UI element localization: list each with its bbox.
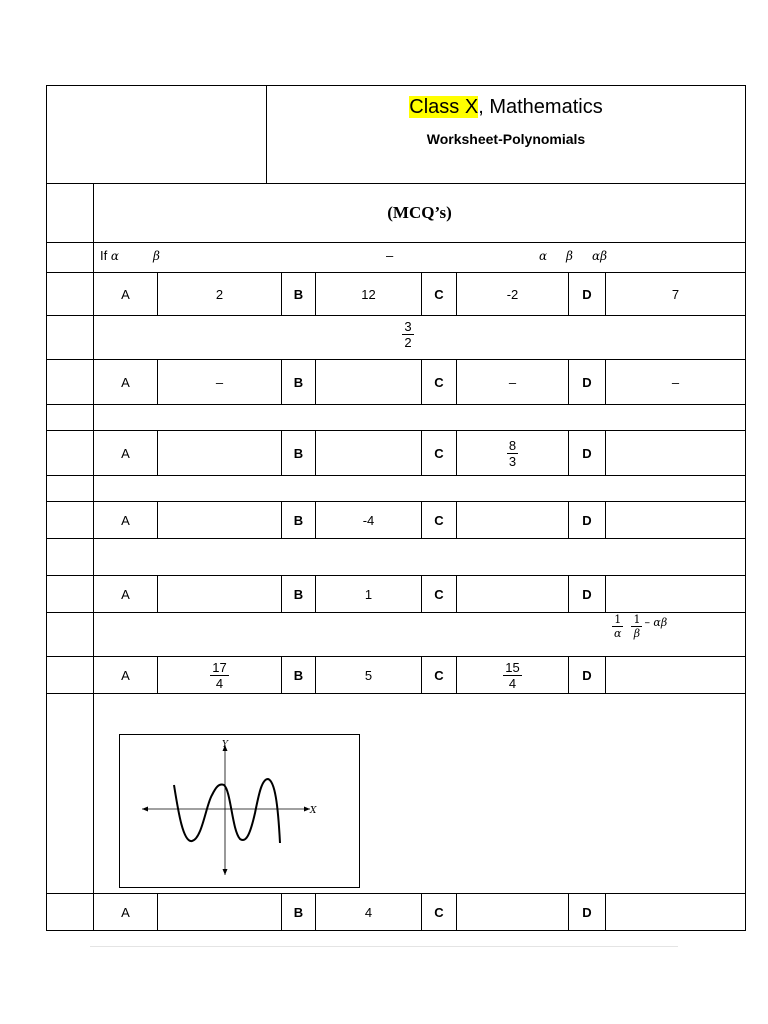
question-1-text <box>100 248 119 263</box>
fraction-denominator: α <box>614 627 622 640</box>
option-b-value[interactable]: 4 <box>364 904 373 920</box>
fraction-numerator: 17 <box>212 659 227 675</box>
option-b-value[interactable] <box>316 431 421 475</box>
option-label-b: B <box>293 286 304 302</box>
option-label-d: D <box>582 374 592 390</box>
q6-tail: – αβ <box>644 616 668 629</box>
q1-dash: – <box>386 248 394 263</box>
fraction-numerator: 15 <box>505 659 520 675</box>
y-axis-label: Y <box>222 740 228 750</box>
fraction-numerator: 8 <box>508 437 517 453</box>
option-a-value[interactable] <box>158 657 281 693</box>
option-c-value[interactable] <box>457 894 568 930</box>
option-label-b: B <box>293 445 304 461</box>
option-c-value[interactable] <box>457 576 568 612</box>
table-border-top <box>46 85 746 86</box>
option-c-value[interactable]: -2 <box>506 286 519 302</box>
fraction-numerator: 3 <box>404 318 412 334</box>
x-axis-label: X <box>310 806 317 816</box>
fraction-numerator: 1 <box>614 613 622 626</box>
x-axis-arrow-left <box>142 807 148 812</box>
page-title <box>267 96 745 119</box>
question-6-expression <box>612 614 667 639</box>
option-label-b: B <box>293 667 304 683</box>
option-a-value[interactable] <box>158 576 281 612</box>
option-label-a: A <box>121 586 130 602</box>
option-a-value[interactable]: 2 <box>215 286 224 302</box>
option-label-b: B <box>293 512 304 528</box>
option-d-value[interactable] <box>606 502 745 538</box>
row-line <box>46 538 746 539</box>
option-c-value[interactable] <box>457 502 568 538</box>
option-label-c: C <box>434 667 444 683</box>
fraction-denominator: 3 <box>508 453 517 469</box>
row-line <box>46 475 746 476</box>
option-label-a: A <box>121 512 130 528</box>
option-label-d: D <box>582 586 592 602</box>
q1-alpha: α <box>110 249 119 263</box>
title-separator: , <box>478 96 490 118</box>
polynomial-graph <box>119 734 360 888</box>
q1-prefix: If <box>100 248 108 263</box>
option-label-c: C <box>434 374 444 390</box>
option-label-b: B <box>293 374 304 390</box>
fraction-denominator: 2 <box>404 334 412 350</box>
option-label-b: B <box>293 904 304 920</box>
option-d-value[interactable] <box>606 576 745 612</box>
option-b-value[interactable]: 1 <box>364 586 373 602</box>
option-label-c: C <box>434 286 444 302</box>
row-line <box>46 612 746 613</box>
option-label-a: A <box>121 904 130 920</box>
row-line <box>46 693 746 694</box>
option-label-c: C <box>434 904 444 920</box>
option-d-value[interactable] <box>606 431 745 475</box>
option-label-c: C <box>434 445 444 461</box>
option-c-value[interactable] <box>457 657 568 693</box>
worksheet-title: Worksheet-Polynomials <box>426 131 586 147</box>
class-label: Class X <box>409 96 479 118</box>
table-border-bottom <box>46 930 746 931</box>
option-a-value[interactable] <box>158 894 281 930</box>
option-label-b: B <box>293 586 304 602</box>
option-b-value[interactable]: -4 <box>362 512 375 528</box>
fraction-denominator: β <box>633 627 641 640</box>
option-label-a: A <box>121 445 130 461</box>
option-label-c: C <box>434 512 444 528</box>
polynomial-curve <box>174 779 280 843</box>
option-a-value[interactable]: – <box>215 374 224 390</box>
fraction-denominator: 4 <box>508 675 517 691</box>
question-2-fraction <box>380 314 436 354</box>
q1-beta: β <box>153 249 160 263</box>
option-c-value[interactable] <box>457 431 568 475</box>
option-b-value[interactable] <box>316 360 421 404</box>
option-label-a: A <box>121 374 130 390</box>
option-b-value[interactable]: 5 <box>364 667 373 683</box>
option-label-d: D <box>582 512 592 528</box>
row-line <box>46 242 746 243</box>
option-d-value[interactable]: 7 <box>671 286 680 302</box>
option-label-d: D <box>582 286 592 302</box>
y-axis-arrow-down <box>223 869 228 875</box>
table-border-left <box>46 85 47 931</box>
option-label-c: C <box>434 586 444 602</box>
option-b-value[interactable]: 12 <box>361 286 376 302</box>
option-a-value[interactable] <box>158 431 281 475</box>
option-d-value[interactable] <box>606 894 745 930</box>
q1-tail-alpha-beta: αβ <box>592 249 608 263</box>
option-label-d: D <box>582 667 592 683</box>
option-label-d: D <box>582 904 592 920</box>
option-a-value[interactable] <box>158 502 281 538</box>
option-d-value[interactable]: – <box>671 374 680 390</box>
row-line <box>46 404 746 405</box>
option-c-value[interactable]: – <box>508 374 517 390</box>
q1-tail-alpha: α <box>539 249 548 263</box>
fraction-numerator: 1 <box>633 613 641 626</box>
option-label-a: A <box>121 667 130 683</box>
table-border-right <box>745 85 746 931</box>
footer-divider <box>90 946 678 947</box>
q1-tail-beta: β <box>566 249 573 263</box>
fraction-denominator: 4 <box>215 675 224 691</box>
graph-svg <box>120 735 359 887</box>
subject-label: Mathematics <box>489 96 603 118</box>
option-label-d: D <box>582 445 592 461</box>
section-title: (MCQ’s) <box>387 203 452 222</box>
option-d-value[interactable] <box>606 657 745 693</box>
option-label-a: A <box>121 286 130 302</box>
